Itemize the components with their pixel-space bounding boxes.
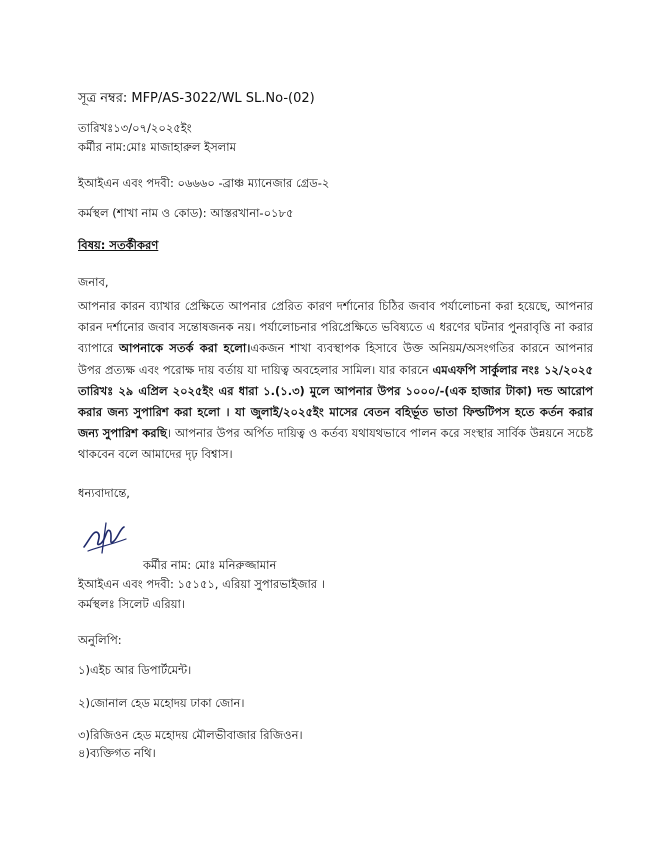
body-text-3: । আপনার উপর অর্পিত দায়িত্ব ও কর্তব্য যথাযথভাবে পালন করে সংস্থার সার্বিক উন্নয়নে সচেষ্ট থাকবেন বলে আমাদের দৃঢ় বিশ্বাস।	[78, 426, 593, 462]
closing: ধন্যবাদান্তে,	[78, 486, 130, 500]
signer-workplace: কর্মস্থলঃ সিলেট এরিয়া।	[78, 597, 185, 611]
copy-item: ১)এইচ আর ডিপার্টমেন্ট।	[78, 663, 192, 677]
body-penalty-bold: এমএফপি সার্কুলার নংঃ ১২/২০২৫ তারিখঃ ২৯ এপ্রিল ২০২৫ইং এর ধারা ১.(১.৩) মুলে আপনার উপর ১০০০/-(এক হাজার টাকা) দন্ড আরোপ করার জন্য সুপারিশ করা হলো । যা জুলাই/২০২৫ইং মাসের বেতন বহির্ভূত ভাতা ফিল্ডটিপস হতে কর্তন করার জন্য সুপারিশ করছি	[78, 362, 593, 441]
copy-item: ৪)ব্যক্তিগত নথি।	[78, 746, 156, 760]
body-text-2: একজন শাখা ব্যবস্থাপক হিসাবে উক্ত অনিয়ম/অসংগতির কারনে আপনার উপর প্রত্যক্ষ এবং পরোক্ষ দায় বর্তায় যা দায়িত্ব অবহেলার সামিল। যার কারনে	[78, 341, 593, 377]
letter-date: তারিখঃ১৩/০৭/২০২৫ইং	[78, 121, 192, 135]
body-warning-bold: আপনাকে সতর্ক করা হলো।	[119, 341, 251, 356]
signature-image	[80, 517, 132, 557]
copy-item: ৩)রিজিওন হেড মহোদয় মৌলভীবাজার রিজিওন।	[78, 728, 303, 742]
copy-heading: অনুলিপি:	[78, 633, 122, 647]
subject-line: বিষয়: সতর্কীকরণ	[78, 238, 159, 252]
signer-id-designation: ইআইএন এবং পদবী: ১৫১৫১, এরিয়া সুপারভাইজার ।	[78, 577, 325, 591]
letter-body	[78, 296, 593, 466]
employee-id-designation: ইআইএন এবং পদবী: ০৬৬৬০ -ব্রাঞ্চ ম্যানেজার গ্রেড-২	[78, 176, 330, 190]
body-text-1: আপনার কারন ব্যাখার প্রেক্ষিতে আপনার প্রেরিত কারণ দর্শানোর চিঠির জবাব পর্যালোচনা করা হয়েছে, আপনার কারন দর্শানোর জবাব সন্তোষজনক নয়। পর্যালোচনার পরিপ্রেক্ষিতে ভবিষ্যতে এ ধরণের ঘটনার পুনরাবৃত্তি না করার ব্যাপারে	[78, 299, 593, 356]
copy-item: ২)জোনাল হেড মহোদয় ঢাকা জোন।	[78, 696, 245, 710]
employee-workplace: কর্মস্থল (শাখা নাম ও কোড): আস্তরখানা-০১৮৫	[78, 206, 294, 220]
employee-name: কর্মীর নাম:মোঃ মাজাহারুল ইসলাম	[78, 140, 236, 154]
salutation: জনাব,	[78, 275, 109, 289]
signer-name: কর্মীর নাম: মোঃ মনিরুজ্জামান	[143, 558, 277, 572]
reference-number: সূত্র নম্বর: MFP/AS-3022/WL SL.No-(02)	[78, 91, 315, 106]
